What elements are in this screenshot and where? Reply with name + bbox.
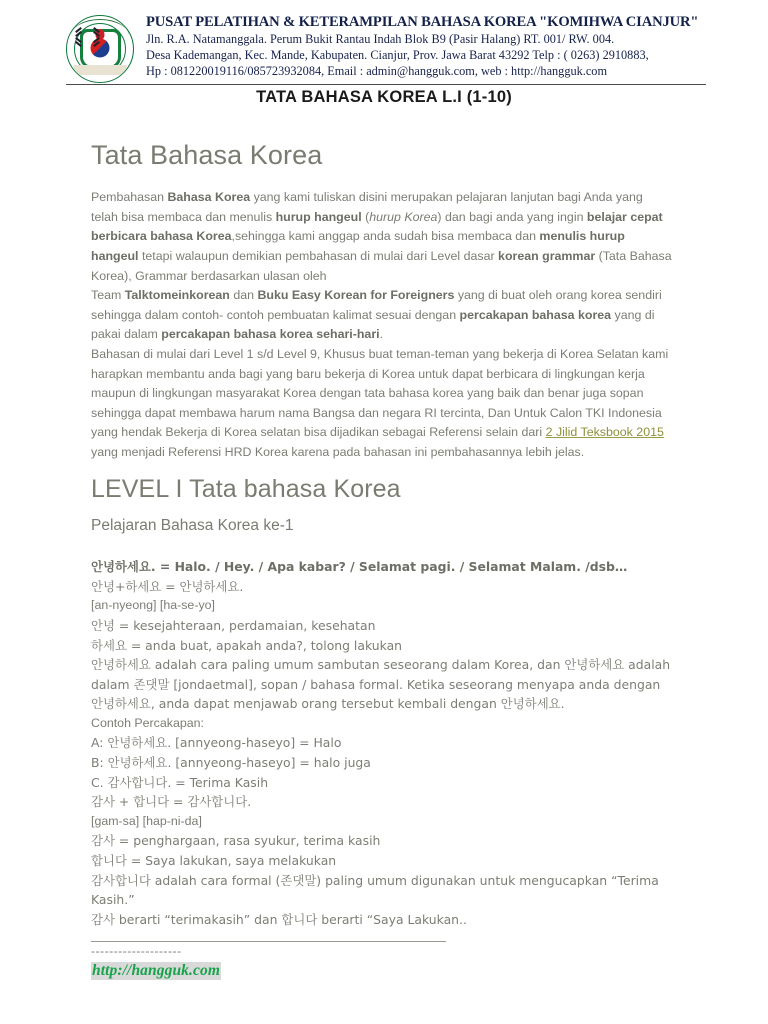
lesson-line: B: 안녕하세요. [annyeong-haseyo] = halo juga [91, 755, 371, 771]
letterhead-divider [66, 84, 706, 85]
lesson-line: 안녕하세요 adalah cara paling umum sambutan seseorang dalam Korea, dan 안녕하세요 adalah dalam 존댓말 [jondaetmal], sopan / bahasa formal. Ketika seseorang menyapa anda dengan 안녕하세요, anda dapat menjawab orang tersebut kembali dengan 안녕하세요. [91, 657, 675, 712]
emphasis-bold: menulis hurup hangeul [91, 229, 625, 264]
footer [91, 944, 491, 980]
lesson-body [91, 557, 673, 929]
lesson-line: [gam-sa] [hap-ni-da] [91, 813, 202, 828]
text-run: yang menjadi Referensi HRD Korea karena pada bahasan ini pembahasannya lebih jelas. [91, 444, 585, 459]
intro-paragraph-1 [91, 188, 673, 286]
lesson-line: A: 안녕하세요. [annyeong-haseyo] = Halo [91, 735, 342, 751]
page-title: Tata Bahasa Korea [91, 140, 323, 170]
lesson-line: [an-nyeong] [ha-se-yo] [91, 598, 215, 613]
organization-name: PUSAT PELATIHAN & KETERAMPILAN BAHASA KOREA "KOMIHWA CIANJUR" [146, 14, 699, 30]
emphasis-bold: Buku Easy Korean for Foreigners [257, 288, 455, 303]
letterhead-text [138, 14, 704, 79]
document-content [91, 140, 673, 942]
emphasis-bold: korean grammar [498, 249, 596, 264]
text-run: ) dan bagi anda yang ingin [437, 209, 587, 224]
lesson-line: 합니다 = Saya lakukan, saya melakukan [91, 853, 337, 869]
letterhead [66, 14, 704, 83]
lesson-line: 감사 = penghargaan, rasa syukur, terima kasih [91, 833, 381, 849]
text-run: Team [91, 288, 125, 303]
text-run: yang di pakai dalam [91, 307, 655, 342]
emphasis-bold: Talktomeinkorean [124, 288, 230, 303]
text-run: yang kami tuliskan disini merupakan pelajaran lanjutan bagi Anda yang telah bisa membaca dan menulis [91, 190, 643, 224]
lesson-line: 안녕하세요. = Halo. / Hey. / Apa kabar? / Selamat pagi. / Selamat Malam. /dsb… [91, 559, 628, 575]
emblem-banner [73, 65, 127, 75]
text-run: ,sehingga kami anggap anda sudah bisa membaca dan [231, 229, 540, 244]
lesson-line: Contoh Percakapan: [91, 715, 204, 730]
text-run: Bahasan di mulai dari Level 1 s/d Level 9, Khusus buat teman-teman yang bekerja di Korea Selatan kami harapkan membantu anda bagi yang baru bekerja di Korea untuk dapat berbicara di lingkungan kerja maupun di lingkungan masyarakat Korea dengan tata bahasa korea yang baik dan benar juga sopan sehingga dapat membawa harum nama Bangsa dan negara RI tercinta, Dan Untuk Calon TKI Indonesia yang hendak Bekerja di Korea selatan bisa dijadikan sebagai Referensi selain dari [91, 346, 669, 440]
emphasis-bold: percakapan bahasa korea [459, 307, 612, 322]
text-run: . [379, 327, 384, 342]
document-title: TATA BAHASA KOREA L.I (1-10) [256, 88, 512, 106]
section-divider [91, 941, 446, 942]
emphasis-bold: belajar cepat berbicara bahasa Korea [91, 209, 663, 244]
lesson-subheading: Pelajaran Bahasa Korea ke-1 [91, 516, 294, 534]
text-run: (Tata Bahasa Korea), Grammar berdasarkan ulasan oleh [91, 249, 672, 283]
logo-container [66, 14, 138, 83]
address-line-2: Desa Kademangan, Kec. Mande, Kabupaten. Cianjur, Prov. Jawa Barat 43292 Telp : ( 0263) 2910883, [146, 48, 649, 62]
address-line-3: Hp : 081220019116/085723932084, Email : admin@hangguk.com, web : http://hangguk.com [146, 64, 608, 79]
text-run: yang di buat oleh orang korea sendiri sehingga dalam contoh- contoh pembuatan kalimat sesuai dengan [91, 288, 662, 322]
level-heading: LEVEL I Tata bahasa Korea [91, 474, 401, 503]
text-run: dan [229, 288, 258, 303]
lesson-line: 안녕+하세요 = 안녕하세요. [91, 578, 244, 594]
lesson-line: 하세요 = anda buat, apakah anda?, tolong lakukan [91, 637, 403, 653]
lesson-line: 감사합니다 adalah cara formal (존댓말) paling umum digunakan untuk mengucapkan “Terima Kasih.” [91, 872, 663, 908]
emphasis-italic: hurup Korea [369, 209, 438, 224]
lesson-line: 감사 berarti “terimakasih” dan 합니다 berarti “Saya Lakukan.. [91, 911, 467, 927]
lesson-line: 안녕 = kesejahteraan, perdamaian, kesehatan [91, 617, 376, 633]
intro-paragraph-3 [91, 345, 673, 463]
lesson-line: C. 감사합니다. = Terima Kasih [91, 774, 269, 790]
emphasis-bold: hurup hangeul [275, 209, 362, 224]
footer-dashed-rule: -------------------- [91, 944, 182, 958]
inline-link[interactable]: 2 Jilid Teksbook 2015 [545, 425, 664, 440]
text-run: Pembahasan [91, 190, 168, 205]
text-run: tetapi walaupun demikian pembahasan di mulai dari Level dasar [138, 249, 499, 264]
korea-language-center-emblem-icon [66, 15, 134, 83]
text-run: ( [361, 209, 370, 224]
emphasis-bold: percakapan bahasa korea sehari-hari [161, 327, 380, 342]
address-line-1: Jln. R.A. Natamanggala. Perum Bukit Rantau Indah Blok B9 (Pasir Halang) RT. 001/ RW. 004. [146, 31, 615, 46]
intro-paragraph-2 [91, 286, 673, 345]
footer-website-link[interactable]: http://hangguk.com [92, 962, 220, 979]
lesson-line: 감사 + 합니다 = 감사합니다. [91, 794, 252, 810]
emphasis-bold: Bahasa Korea [167, 190, 251, 205]
